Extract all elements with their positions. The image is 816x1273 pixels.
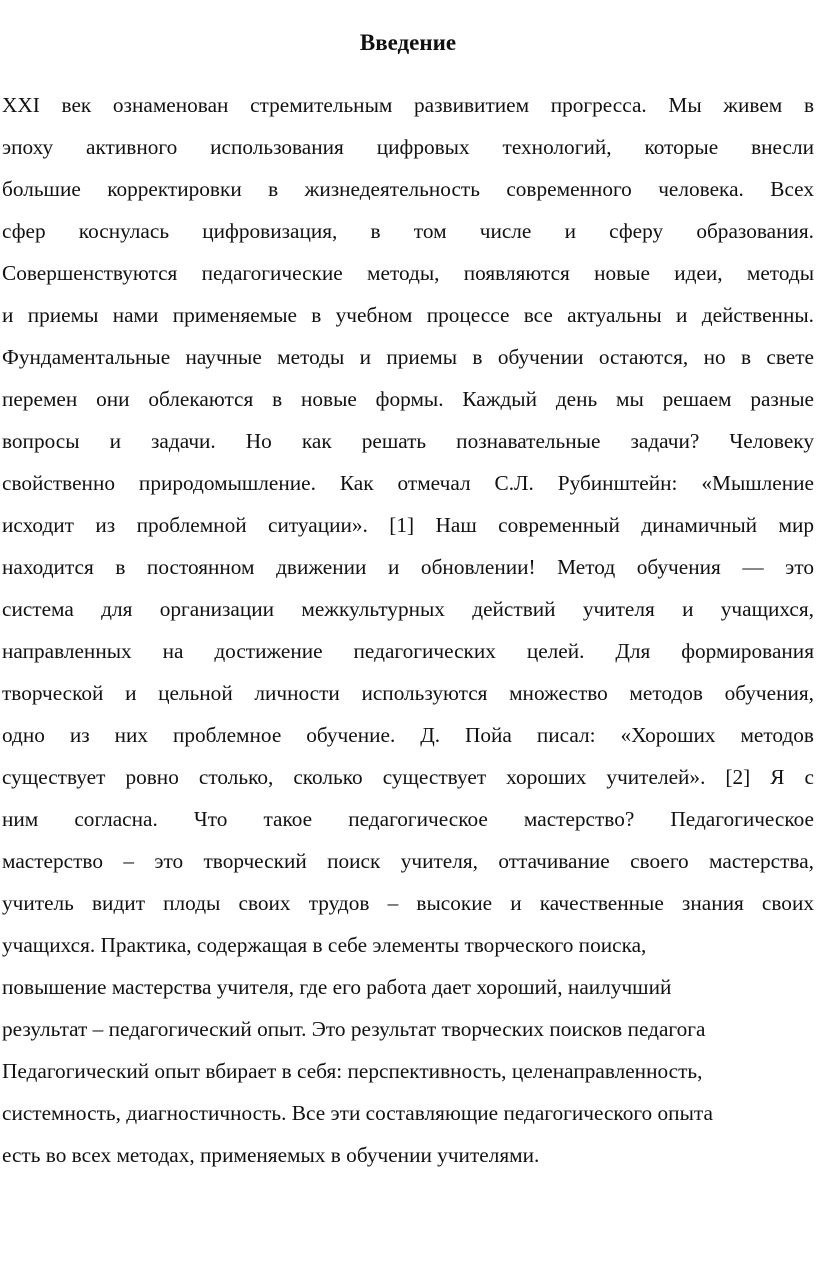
body-paragraph — [2, 84, 814, 1176]
text-line: находится в постоянном движении и обновлении! Метод обучения — это — [2, 555, 814, 579]
text-line: учащихся. Практика, содержащая в себе элементы творческого поиска, — [2, 933, 647, 957]
text-line: сфер коснулась цифровизация, в том числе и сферу образования. — [2, 219, 814, 243]
text-line: существует ровно столько, сколько существует хороших учителей». [2] Я с — [2, 765, 814, 789]
text-line: ним согласна. Что такое педагогическое мастерство? Педагогическое — [2, 807, 814, 831]
text-line: направленных на достижение педагогических целей. Для формирования — [2, 639, 814, 663]
text-line: большие корректировки в жизнедеятельность современного человека. Всех — [2, 177, 814, 201]
text-line: творческой и цельной личности используются множество методов обучения, — [2, 681, 814, 705]
text-line: Педагогический опыт вбирает в себя: перспективность, целенаправленность, — [2, 1059, 703, 1083]
text-line: XXI век ознаменован стремительным развивитием прогресса. Мы живем в — [2, 93, 814, 117]
text-line: одно из них проблемное обучение. Д. Пойа писал: «Хороших методов — [2, 723, 814, 747]
text-line: вопросы и задачи. Но как решать познавательные задачи? Человеку — [2, 429, 814, 453]
text-line: эпоху активного использования цифровых технологий, которые внесли — [2, 135, 814, 159]
text-line: Фундаментальные научные методы и приемы в обучении остаются, но в свете — [2, 345, 814, 369]
text-line: системность, диагностичность. Все эти составляющие педагогического опыта — [2, 1101, 713, 1125]
text-line: мастерство – это творческий поиск учителя, оттачивание своего мастерства, — [2, 849, 814, 873]
text-line: повышение мастерства учителя, где его работа дает хороший, наилучший — [2, 975, 672, 999]
text-line: система для организации межкультурных действий учителя и учащихся, — [2, 597, 814, 621]
text-line: и приемы нами применяемые в учебном процессе все актуальны и действенны. — [2, 303, 814, 327]
text-line: перемен они облекаются в новые формы. Каждый день мы решаем разные — [2, 387, 814, 411]
text-line: исходит из проблемной ситуации». [1] Наш современный динамичный мир — [2, 513, 814, 537]
text-line: учитель видит плоды своих трудов – высокие и качественные знания своих — [2, 891, 814, 915]
text-line: результат – педагогический опыт. Это результат творческих поисков педагога — [2, 1017, 706, 1041]
page-title: Введение — [359, 30, 457, 55]
text-line: Совершенствуются педагогические методы, появляются новые идеи, методы — [2, 261, 814, 285]
text-line: свойственно природомышление. Как отмечал С.Л. Рубинштейн: «Мышление — [2, 471, 814, 495]
text-line: есть во всех методах, применяемых в обучении учителями. — [2, 1143, 540, 1167]
